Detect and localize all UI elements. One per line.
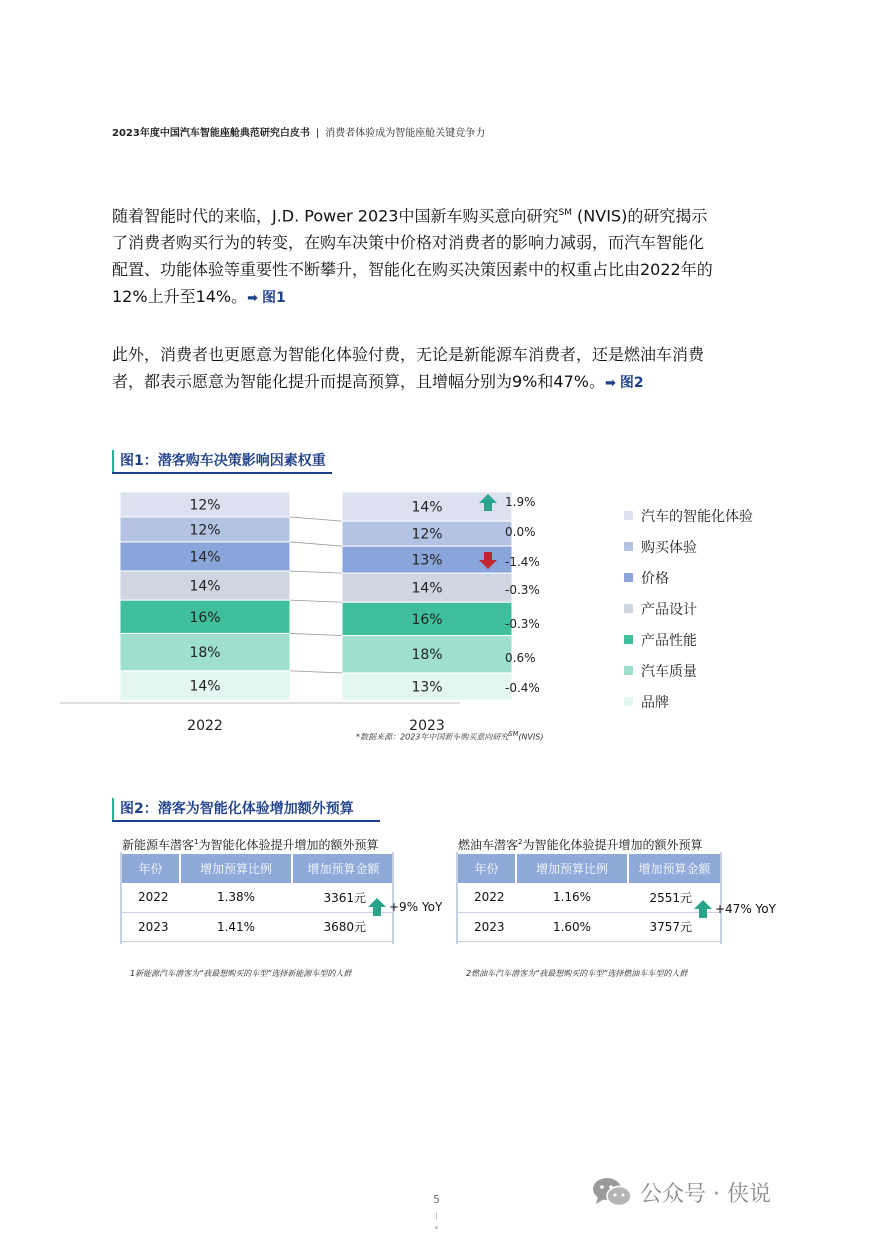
figure1-title: 图1：潜客购车决策影响因素权重 (112, 450, 326, 472)
stacked-bar-chart (60, 486, 620, 746)
nev-caption-text: 新能源车潜客 (122, 838, 195, 852)
data-label: 14% (189, 578, 221, 595)
table-row (122, 883, 394, 912)
arrow-up-icon (694, 900, 712, 918)
page-number: 5 (433, 1193, 440, 1206)
superscript-sm: SM (558, 208, 572, 218)
figure2-ref-label: 图2 (619, 375, 644, 391)
arrow-up-icon (368, 898, 386, 916)
category-label: 2022 (187, 718, 223, 734)
cell-ratio: 1.41% (180, 912, 292, 941)
cell-amount: 3680元 (292, 912, 394, 941)
connector-line (290, 600, 342, 602)
cell-amount: 3757元 (628, 912, 720, 941)
change-label: 0.6% (505, 651, 536, 665)
legend-entry (624, 655, 753, 686)
data-label: 16% (189, 609, 221, 626)
change-label: -0.3% (505, 583, 540, 597)
table-right-border (720, 852, 722, 944)
figure1-ref-label: 图1 (262, 290, 286, 307)
cell-year: 2022 (458, 883, 516, 912)
cell-amount: 2551元 (628, 883, 720, 912)
connector-line (290, 517, 342, 521)
para1-line1-end: (NVIS)的研究揭示 (571, 206, 708, 226)
table-header-row (122, 854, 394, 883)
data-label: 14% (189, 678, 221, 695)
para1-line3: 配置、功能体验等重要性不断攀升，智能化在购买决策因素中的权重占比由2022年的 (112, 260, 713, 280)
legend-swatch (624, 635, 633, 644)
data-label: 14% (189, 549, 221, 566)
legend-label: 品牌 (641, 694, 669, 711)
legend-label: 产品性能 (641, 632, 697, 649)
arrow-right-icon: ➡ (247, 291, 259, 307)
change-label: -0.3% (505, 617, 540, 631)
column-header-year: 年份 (458, 854, 516, 883)
connector-line (290, 571, 342, 573)
table-row (458, 912, 720, 941)
figure2-link[interactable] (605, 375, 644, 391)
data-source-note (356, 730, 543, 743)
column-header-ratio: 增加预算比例 (516, 854, 628, 883)
para2-line2: 者，都表示愿意为智能化提升而提高预算，且增幅分别为9%和47%。 (112, 372, 605, 391)
ice-caption-text: 燃油车潜客 (458, 838, 519, 852)
cell-year: 2023 (458, 912, 516, 941)
paragraph-intro (112, 200, 792, 312)
column-header-amount: 增加预算金额 (628, 854, 720, 883)
data-label: 13% (411, 679, 443, 696)
table-left-border (456, 852, 458, 944)
table-left-border (120, 852, 122, 944)
column-header-year: 年份 (122, 854, 180, 883)
figure1-link[interactable] (247, 290, 286, 306)
arrow-right-icon: ➡ (604, 376, 616, 391)
legend-entry (624, 500, 753, 531)
figure1-title-underline (112, 472, 332, 474)
connector-line (290, 542, 342, 546)
data-label: 18% (189, 645, 221, 662)
legend-label: 产品设计 (641, 601, 697, 618)
page-dot (435, 1226, 438, 1229)
column-header-amount: 增加预算金额 (292, 854, 394, 883)
data-label: 12% (189, 497, 221, 514)
ice-yoy-badge (694, 900, 776, 918)
table-row (122, 912, 394, 941)
figure2-title: 图2：潜客为智能化体验增加额外预算 (112, 798, 354, 820)
para1-line2: 了消费者购买行为的转变，在购车决策中价格对消费者的影响力减弱，而汽车智能化 (112, 233, 705, 253)
header-divider: | (315, 128, 320, 139)
data-label: 13% (411, 552, 443, 569)
nev-caption-sup: 1 (194, 838, 199, 846)
data-label: 14% (411, 580, 443, 597)
source-note-sup: SM (508, 730, 519, 738)
running-header (112, 124, 485, 139)
legend-swatch (624, 542, 633, 551)
section-title: 消费者体验成为智能座舱关键竞争力 (325, 128, 486, 139)
ice-caption-text-end: 为智能化体验提升增加的额外预算 (522, 838, 703, 852)
legend-entry (624, 624, 753, 655)
change-label: -1.4% (505, 555, 540, 569)
chart-legend (624, 500, 753, 717)
paragraph-budget (112, 341, 792, 397)
data-label: 16% (411, 611, 443, 628)
source-note-text: *数据来源：2023年中国新车购买意向研究 (356, 732, 509, 742)
nev-budget-table (122, 854, 394, 942)
change-label: 1.9% (505, 495, 536, 509)
ice-budget-table (458, 854, 720, 942)
para1-line1: 随着智能时代的来临，J.D. Power 2023中国新车购买意向研究 (112, 206, 559, 226)
cell-amount: 3361元 (292, 883, 394, 912)
ice-footnote: 2燃油车汽车潜客为“我最想购买的车型”选择燃油车车型的人群 (466, 969, 688, 978)
cell-ratio: 1.16% (516, 883, 628, 912)
figure2-title-underline (112, 820, 380, 822)
data-label: 14% (411, 499, 443, 516)
ice-caption-sup: 2 (518, 838, 523, 846)
cell-ratio: 1.60% (516, 912, 628, 941)
nev-budget-table-block (122, 834, 394, 942)
legend-swatch (624, 697, 633, 706)
table-row (458, 883, 720, 912)
cell-year: 2022 (122, 883, 180, 912)
cell-ratio: 1.38% (180, 883, 292, 912)
table-header-row (458, 854, 720, 883)
cell-year: 2023 (122, 912, 180, 941)
legend-label: 汽车的智能化体验 (641, 508, 753, 525)
para2-line1: 此外，消费者也更愿意为智能化体验付费，无论是新能源车消费者，还是燃油车消费 (112, 345, 705, 364)
ice-yoy-label: +47% YoY (715, 902, 776, 916)
watermark-text: 公众号 · 侠说 (640, 1181, 771, 1207)
category-label: 2023 (409, 718, 445, 734)
change-label: -0.4% (505, 681, 540, 695)
para1-line4: 12%上升至14%。 (112, 287, 248, 307)
legend-entry (624, 531, 753, 562)
document-title: 2023年度中国汽车智能座舱典范研究白皮书 (112, 128, 310, 139)
legend-label: 汽车质量 (641, 663, 697, 680)
wechat-icon (592, 1176, 632, 1208)
source-note-text-end: (NVIS) (518, 732, 544, 742)
watermark (592, 1176, 771, 1208)
legend-entry (624, 562, 753, 593)
legend-swatch (624, 573, 633, 582)
page-rule (436, 1212, 437, 1220)
ice-budget-table-block (458, 834, 720, 942)
connector-line (290, 633, 342, 635)
data-label: 12% (411, 526, 443, 543)
nev-yoy-badge (368, 898, 442, 916)
connector-line (290, 671, 342, 673)
nev-caption-text-end: 为智能化体验提升增加的额外预算 (198, 838, 379, 852)
legend-swatch (624, 511, 633, 520)
ice-table-caption (458, 834, 720, 854)
legend-entry (624, 593, 753, 624)
legend-entry (624, 686, 753, 717)
data-label: 18% (411, 647, 443, 664)
legend-swatch (624, 666, 633, 675)
change-label: 0.0% (505, 525, 536, 539)
nev-table-caption (122, 834, 394, 854)
legend-swatch (624, 604, 633, 613)
column-header-ratio: 增加预算比例 (180, 854, 292, 883)
nev-yoy-label: +9% YoY (389, 900, 443, 914)
data-label: 12% (189, 522, 221, 539)
legend-label: 价格 (641, 570, 669, 587)
legend-label: 购买体验 (641, 539, 697, 556)
nev-footnote: 1新能源汽车潜客为“我最想购买的车型”选择新能源车型的人群 (130, 969, 352, 978)
